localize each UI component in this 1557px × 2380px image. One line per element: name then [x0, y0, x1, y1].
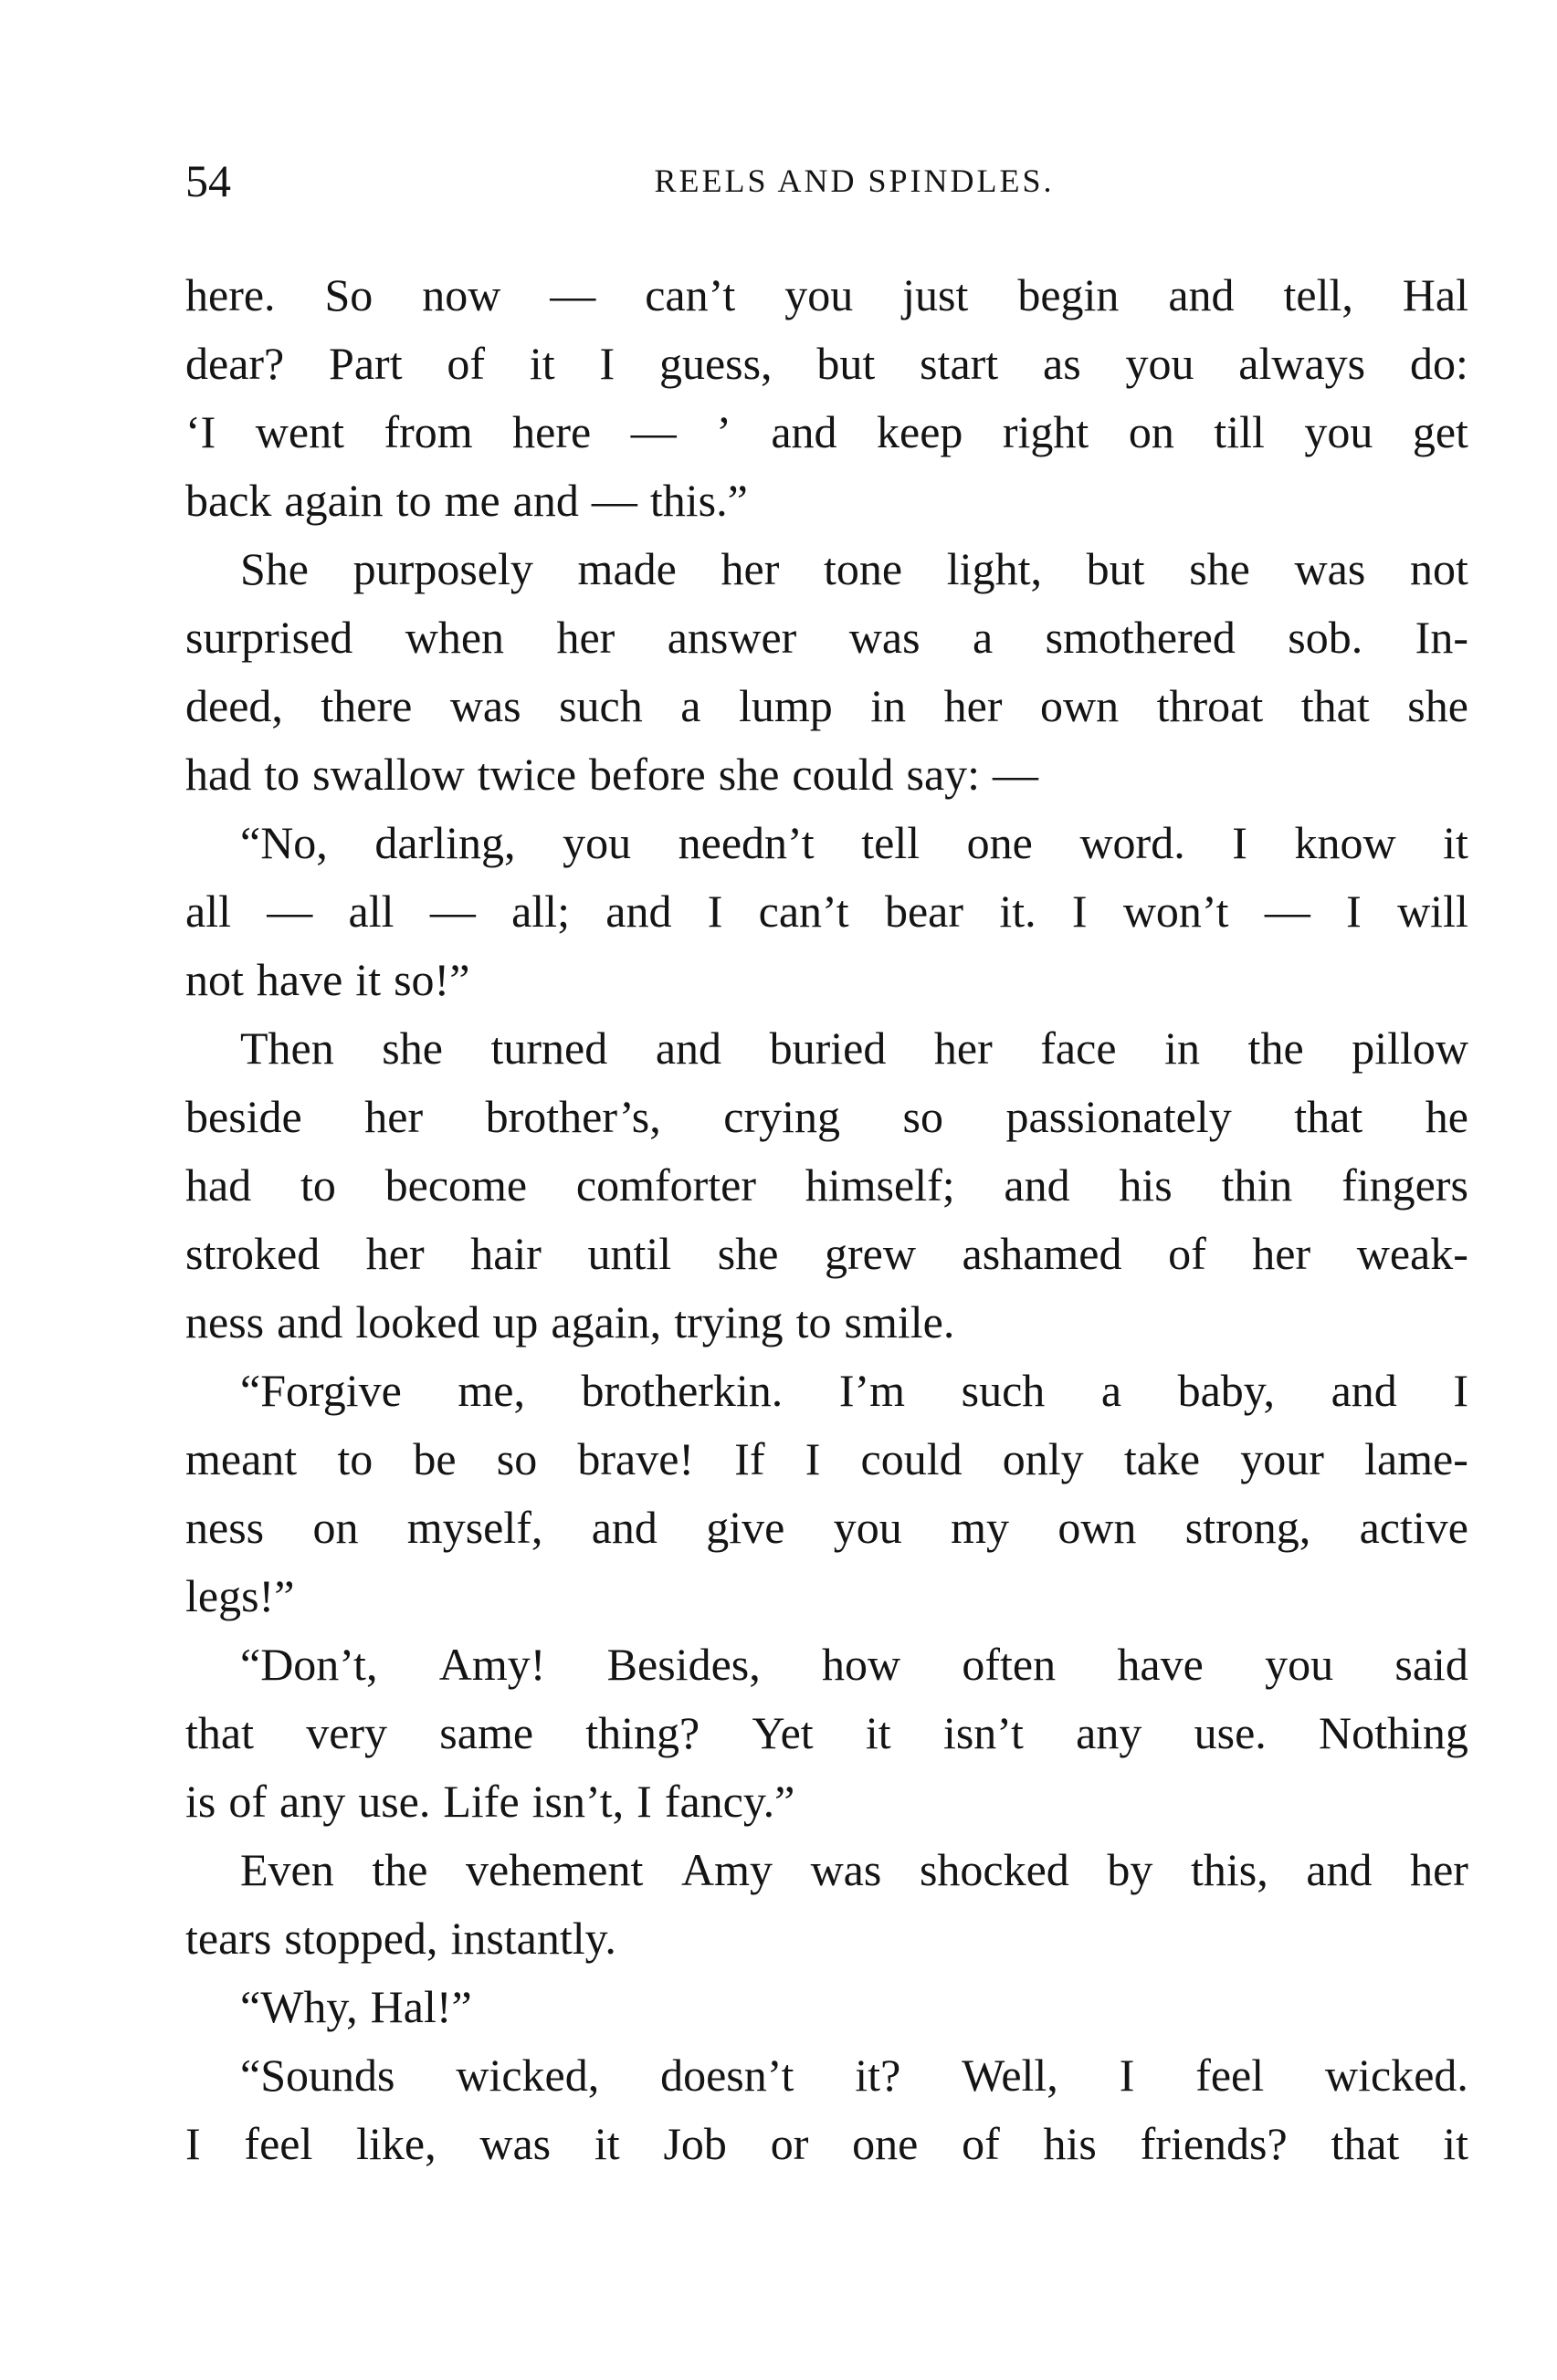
text-line: beside her brother’s, crying so passionately that he	[185, 1091, 1468, 1142]
running-head	[185, 153, 1468, 208]
text-line: “Don’t, Amy! Besides, how often have you said	[240, 1639, 1468, 1690]
text-line: Even the vehement Amy was shocked by this, and her	[240, 1844, 1468, 1895]
text-line: stroked her hair until she grew ashamed of her weak-	[185, 1228, 1468, 1279]
text-line: ‘I went from here — ’ and keep right on till you get	[185, 406, 1468, 457]
text-line: “No, darling, you needn’t tell one word. I know it	[240, 817, 1468, 868]
running-title: REELS AND SPINDLES.	[654, 163, 1055, 199]
text-line: is of any use. Life isn’t, I fancy.”	[185, 1776, 795, 1827]
text-line: all — all — all; and I can’t bear it. I won’t — I will	[185, 886, 1468, 937]
text-line: dear? Part of it I guess, but start as you always do:	[185, 338, 1468, 389]
text-line: had to become comforter himself; and his thin fingers	[185, 1159, 1468, 1211]
text-line: back again to me and — this.”	[185, 475, 748, 526]
text-line: that very same thing? Yet it isn’t any use. Nothing	[185, 1707, 1468, 1758]
text-line: “Sounds wicked, doesn’t it? Well, I feel wicked.	[240, 2050, 1468, 2101]
text-line: She purposely made her tone light, but she was not	[240, 543, 1468, 594]
text-line: here. So now — can’t you just begin and tell, Hal	[185, 269, 1468, 320]
text-line: not have it so!”	[185, 954, 470, 1005]
text-line: ness and looked up again, trying to smile.	[185, 1296, 955, 1347]
text-line: I feel like, was it Job or one of his friends? that it	[185, 2118, 1468, 2169]
text-line: ness on myself, and give you my own strong, active	[185, 1502, 1468, 1553]
text-line: had to swallow twice before she could say: —	[185, 749, 1039, 800]
text-line: surprised when her answer was a smothered sob. In-	[185, 612, 1468, 663]
text-line: legs!”	[185, 1570, 295, 1621]
text-line: Then she turned and buried her face in the pillow	[240, 1022, 1468, 1074]
text-line: “Why, Hal!”	[240, 1981, 472, 2032]
text-line: “Forgive me, brotherkin. I’m such a baby, and I	[240, 1365, 1468, 1416]
page-number: 54	[185, 155, 231, 206]
body-text	[185, 261, 1468, 2178]
text-line: deed, there was such a lump in her own throat that she	[185, 680, 1468, 731]
text-line: tears stopped, instantly.	[185, 1913, 616, 1964]
text-line: meant to be so brave! If I could only take your lame-	[185, 1433, 1468, 1484]
